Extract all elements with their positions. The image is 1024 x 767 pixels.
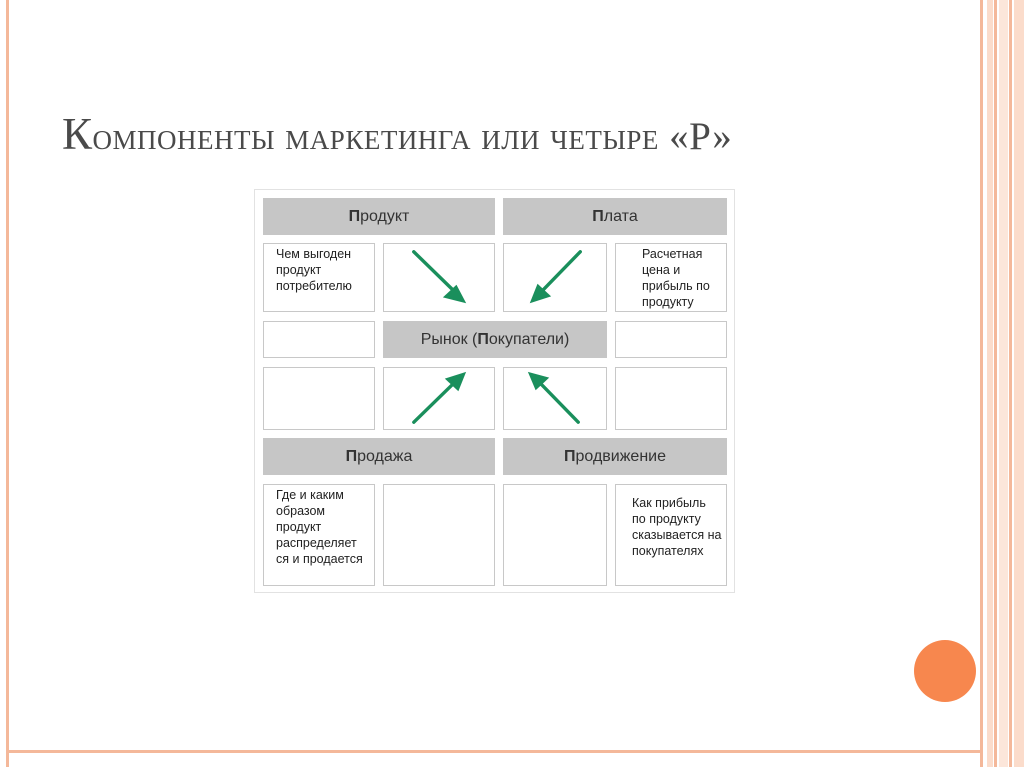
header-price [503, 198, 727, 235]
header-price-label: лата [603, 207, 638, 225]
frame-stripe [987, 0, 993, 767]
product-note: Чем выгоден продукт потребителю [276, 247, 352, 293]
header-market-prefix: Рынок ( [420, 330, 478, 348]
header-place-initial: П [345, 447, 358, 465]
header-market [383, 321, 607, 358]
frame-bottom-border [6, 750, 981, 753]
empty-box-right-lower [615, 367, 727, 430]
place-note-box [263, 484, 375, 586]
arrow-box-top-right [503, 243, 607, 312]
header-product [263, 198, 495, 235]
arrow-box-bottom-right [503, 367, 607, 430]
arrow-box-top-left [383, 243, 495, 312]
arrow-down-right-icon [384, 244, 494, 311]
title-text: омпоненты маркетинга или четыре «Р» [92, 115, 733, 158]
header-promotion-initial: П [564, 447, 576, 465]
frame-stripe [994, 0, 997, 767]
empty-box-left-lower [263, 367, 375, 430]
header-promotion-label: родвижение [575, 447, 666, 465]
title-initial: К [62, 109, 93, 159]
arrow-down-left-icon [504, 244, 606, 311]
price-note-box [615, 243, 727, 312]
header-place [263, 438, 495, 475]
header-product-initial: П [348, 207, 361, 225]
arrow-up-right-icon [384, 368, 494, 429]
empty-box-right [615, 321, 727, 358]
empty-box-promotion [503, 484, 607, 586]
promotion-note: Как прибыль по продукту сказывается на покупателях [632, 496, 722, 558]
place-note: Где и каким образом продукт распределяет ся и продается [276, 488, 363, 566]
header-promotion [503, 438, 727, 475]
arrow-box-bottom-left [383, 367, 495, 430]
frame-stripe [999, 0, 1008, 767]
price-note: Расчетная цена и прибыль по продукту [642, 247, 710, 309]
frame-stripe [1014, 0, 1024, 767]
arrow-up-left-icon [504, 368, 606, 429]
frame-stripe [1009, 0, 1012, 767]
empty-box-left [263, 321, 375, 358]
header-place-label: родажа [357, 447, 413, 465]
empty-box-place [383, 484, 495, 586]
product-note-box [263, 243, 375, 312]
promotion-note-box [615, 484, 727, 586]
header-product-label: родукт [360, 207, 410, 225]
frame-left-border [6, 0, 9, 767]
frame-stripe [980, 0, 983, 767]
header-market-label: окупатели) [488, 330, 570, 348]
header-price-initial: П [592, 207, 604, 225]
header-market-initial: П [477, 330, 489, 348]
accent-circle [914, 640, 976, 702]
slide-title [62, 108, 962, 160]
four-p-diagram [254, 189, 735, 593]
